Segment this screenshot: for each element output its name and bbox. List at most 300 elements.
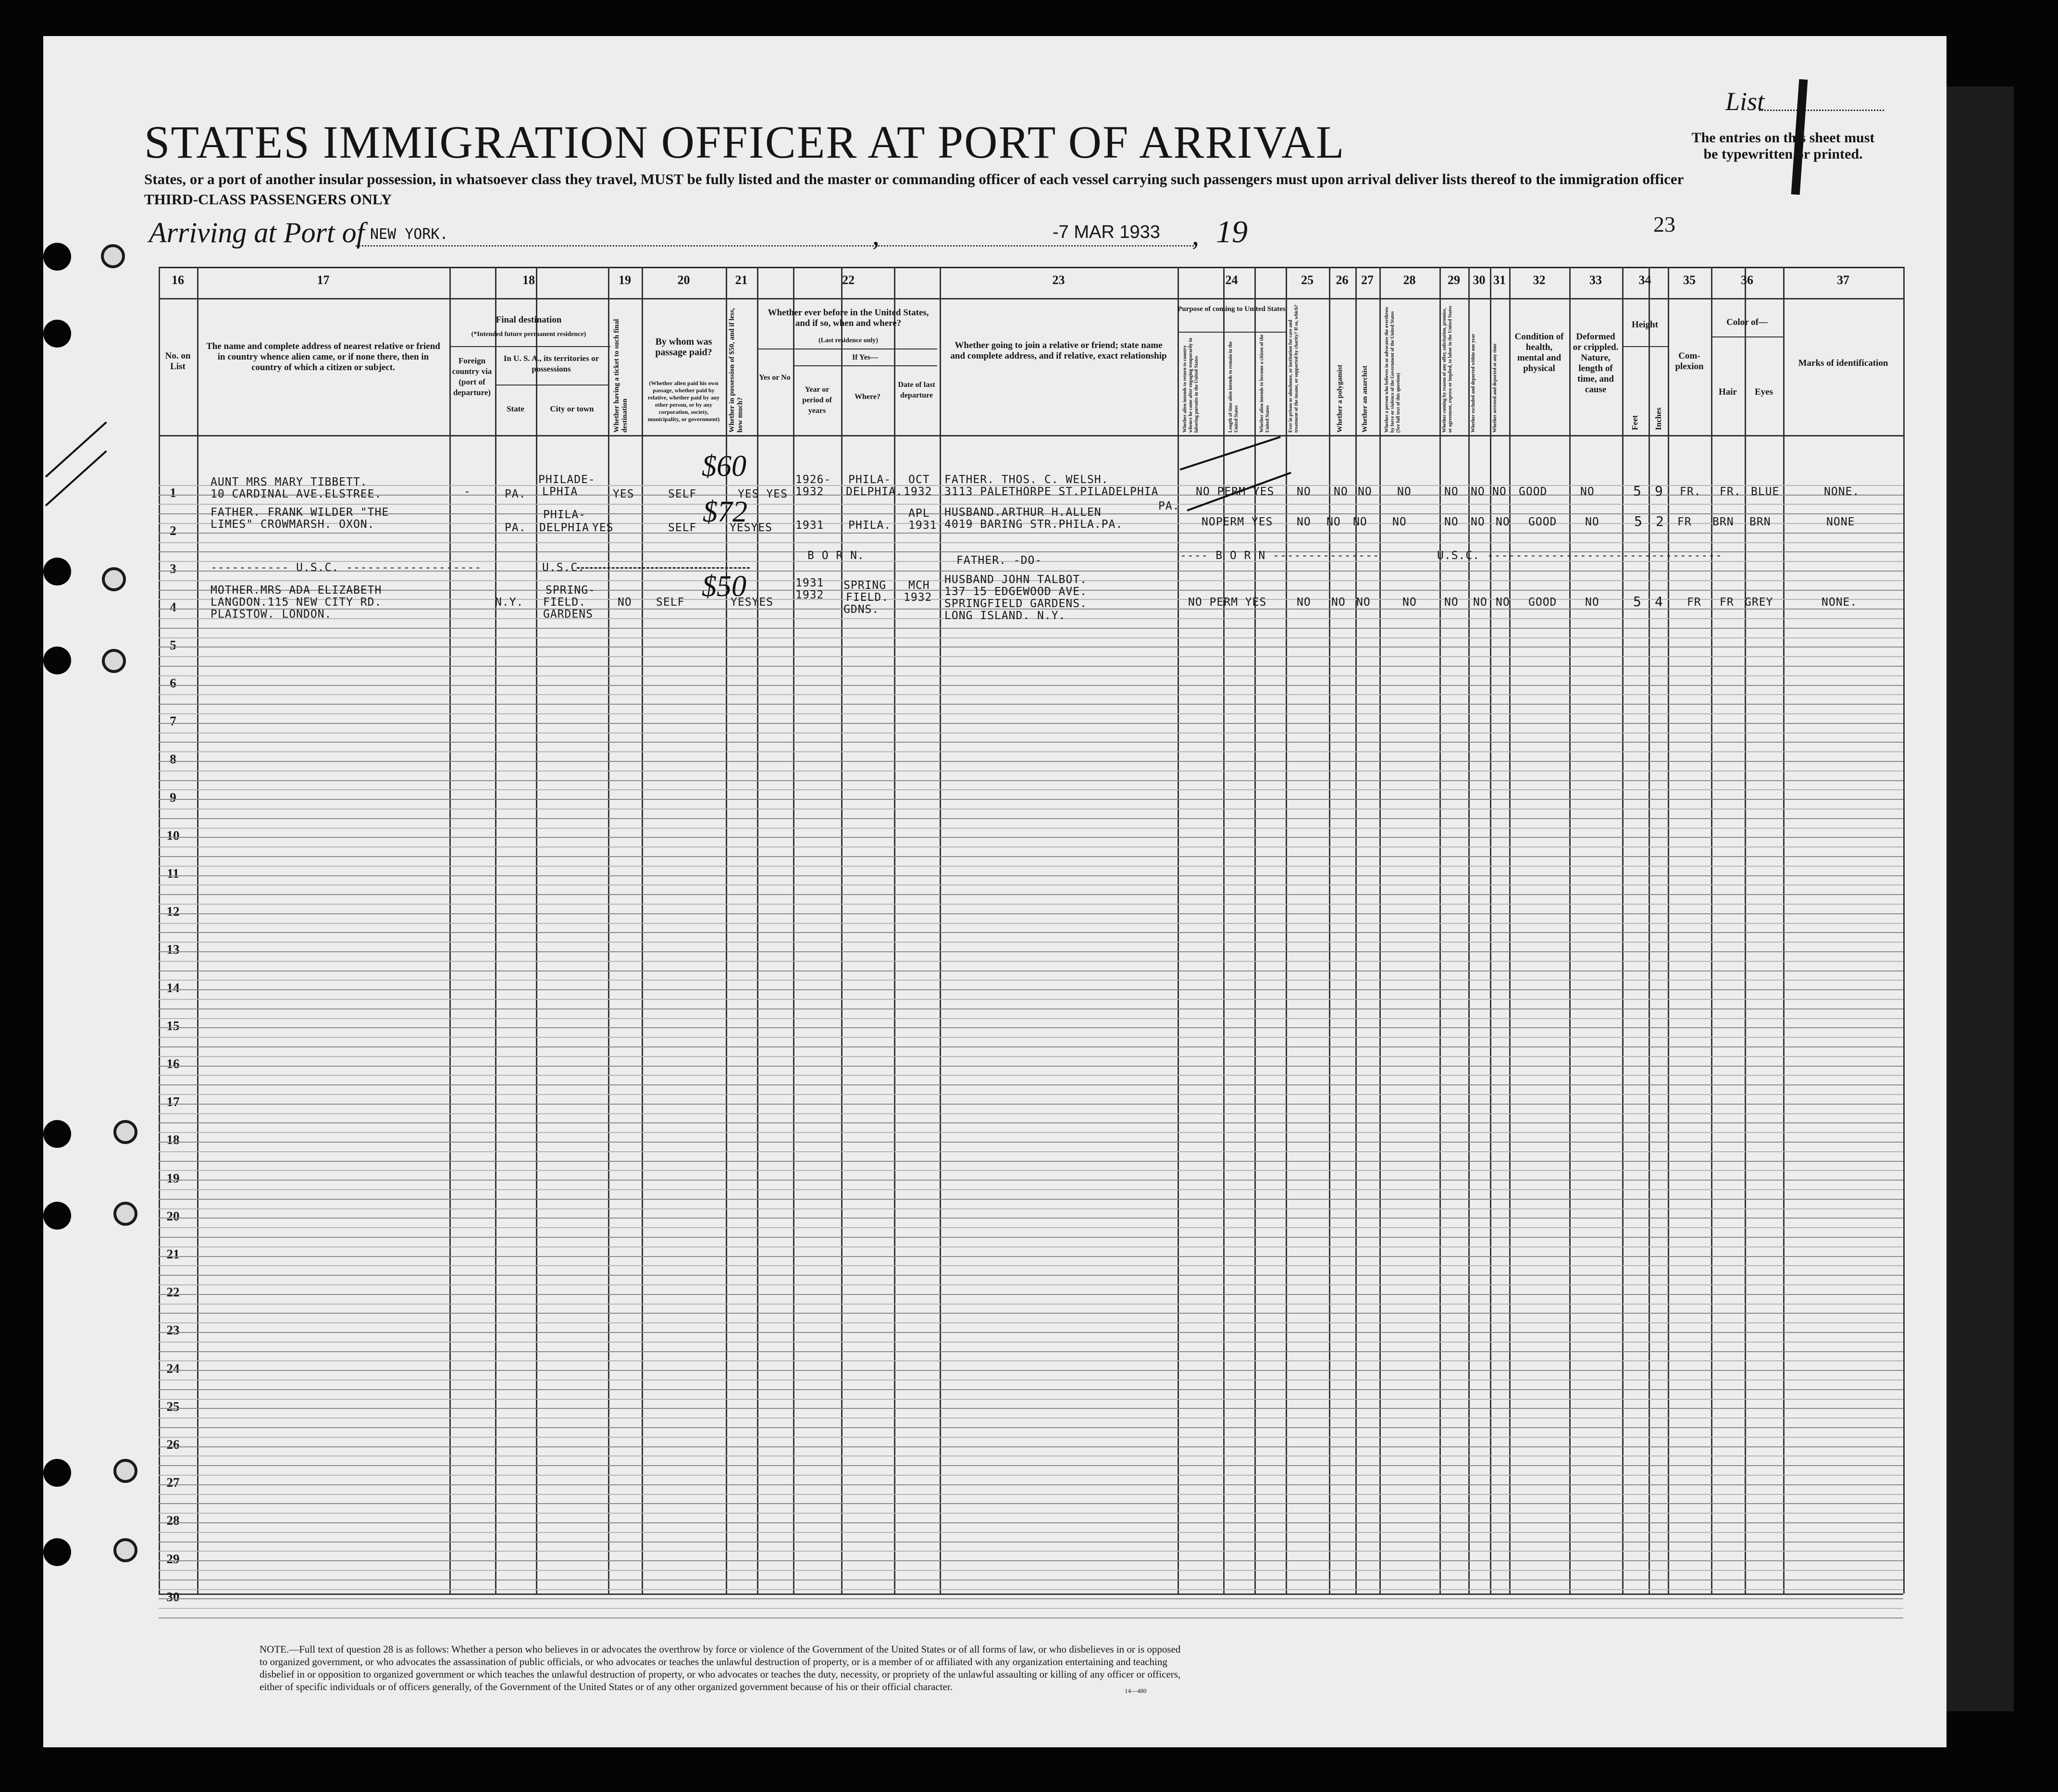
- row-number: 10: [166, 828, 180, 843]
- row-rule: [159, 1322, 1903, 1323]
- col-line: [1439, 267, 1441, 1593]
- col-line: [793, 267, 794, 1593]
- r2-year: 1931: [795, 519, 824, 532]
- row-rule: [159, 780, 1903, 781]
- r4-paid-by: SELF: [656, 596, 685, 609]
- row-rule: [159, 1551, 1903, 1552]
- r4-eyes: GREY: [1745, 596, 1773, 609]
- r4-complexion: FR: [1687, 596, 1701, 609]
- r4-deformed: NO: [1585, 596, 1599, 609]
- row-number: 16: [166, 1057, 180, 1071]
- row-rule: [159, 1294, 1903, 1295]
- row-rule: [159, 1418, 1903, 1419]
- header-where: Where?: [855, 393, 880, 401]
- header-health: Condition of health, mental and physical: [1514, 332, 1564, 373]
- col-line: [1668, 267, 1669, 1593]
- adjacent-page-edge: [1946, 87, 2014, 1711]
- col-line: [1490, 267, 1491, 1593]
- row-rule: [159, 1151, 1903, 1152]
- row-rule: [159, 875, 1903, 876]
- header-purpose-length: Length of time alien intends to remain in the United States: [1228, 341, 1239, 433]
- subheader-rule: [1711, 336, 1783, 337]
- port-value: NEW YORK.: [370, 226, 448, 243]
- row-rule: [159, 884, 1903, 885]
- row-rule: [159, 771, 1903, 772]
- r2-paid-by: SELF: [668, 522, 697, 534]
- row-rule: [159, 694, 1903, 695]
- row-rule: [159, 1589, 1903, 1590]
- row-rule: [159, 1113, 1903, 1114]
- colnum-36: 36: [1741, 273, 1753, 287]
- r1-paid-by: SELF: [668, 488, 697, 500]
- row-number: 3: [170, 561, 176, 576]
- r1-marks: NONE.: [1824, 485, 1860, 498]
- row-rule: [159, 1122, 1903, 1123]
- header-prison: Ever in prison or almshouse, or institution for care and treatment of the insane, or supported by charity? If so, which?: [1288, 304, 1299, 433]
- row-rule: [159, 1199, 1903, 1200]
- row-rule: [159, 1027, 1903, 1028]
- row-number: 20: [166, 1208, 180, 1223]
- r2-before-yes: YESYES: [730, 522, 773, 534]
- binder-hole: [43, 1202, 71, 1230]
- subheader-rule: [1178, 332, 1286, 333]
- r4-joining-line2: 137 15 EDGEWOOD AVE.: [944, 585, 1087, 598]
- header-joining: Whether going to join a relative or friend; state name and complete address, and if relative, exact relationship: [950, 340, 1167, 361]
- header-year-period: Year or period of years: [802, 386, 832, 415]
- header-purpose-return: Whether alien intends to return to country whence he came after engaging temporarily in laboring pursuits in the United States: [1182, 338, 1199, 433]
- col-line: [1711, 267, 1712, 1593]
- binder-hole: [43, 1538, 71, 1566]
- r2-joining-line2: 4019 BARING STR.PHILA.PA.: [944, 518, 1123, 531]
- row-rule: [159, 1275, 1903, 1276]
- header-passage-note: (Whether alien paid his own passage, whether paid by relative, whether paid by any other person, or by any corporation, society, municipality, or government): [647, 380, 720, 423]
- row-rule: [159, 1256, 1903, 1257]
- colnum-31: 31: [1493, 273, 1506, 287]
- row-rule: [159, 1370, 1903, 1371]
- col-line: [894, 267, 895, 1593]
- colnum-24: 24: [1225, 273, 1238, 287]
- row-number: 13: [166, 942, 180, 957]
- r4-before-yes: YESYES: [731, 596, 774, 609]
- row-number: 21: [166, 1247, 180, 1261]
- row-rule: [159, 1304, 1903, 1305]
- r1-inches: 9: [1655, 483, 1663, 499]
- col-line: [1355, 267, 1357, 1593]
- col-line: [1903, 267, 1905, 1593]
- row-rule: [159, 1380, 1903, 1381]
- row-rule: [159, 951, 1903, 952]
- entries-note-line-1: The entries on this sheet must: [1691, 130, 1875, 146]
- r1-ticket: YES: [613, 488, 634, 500]
- r2-state: PA.: [505, 522, 526, 534]
- r1-departure-line2: 1932: [904, 485, 932, 498]
- r4-col27: NO: [1356, 596, 1371, 609]
- colnum-27: 27: [1361, 273, 1374, 287]
- col-line: [608, 267, 609, 1593]
- row-rule: [159, 1437, 1903, 1438]
- list-line: [1759, 110, 1884, 111]
- row-rule: [159, 866, 1903, 867]
- r1-city-line1: PHILADE-: [538, 473, 595, 486]
- subheader-rule: [793, 365, 937, 366]
- col-line: [1783, 267, 1785, 1593]
- date-stamp: -7 MAR 1933: [1053, 222, 1160, 242]
- r4-col26: NO: [1331, 596, 1346, 609]
- row-number: 7: [170, 714, 176, 729]
- r2-ticket: YES: [592, 522, 614, 534]
- colnum-20: 20: [677, 273, 690, 287]
- r4-relative-line1: MOTHER.MRS ADA ELIZABETH: [211, 584, 382, 597]
- header-foreign-country: Foreign country via (port of departure): [452, 356, 492, 397]
- r1-relative-line1: AUNT MRS MARY TIBBETT.: [211, 476, 368, 488]
- r2-joining-line1: HUSBAND.ARTHUR H.ALLEN: [944, 506, 1102, 519]
- r4-joining-line1: HUSBAND JOHN TALBOT.: [944, 573, 1087, 586]
- row-rule: [159, 1494, 1903, 1495]
- subheader-rule: [1622, 346, 1668, 347]
- binder-hole: [43, 243, 71, 271]
- row-number: 2: [170, 523, 176, 538]
- row-rule: [159, 1237, 1903, 1238]
- row-rule: [159, 1227, 1903, 1228]
- header-relative-home: The name and complete address of nearest relative or friend in country whence alien came, or if none there, then in country of which a citizen or subject.: [206, 341, 440, 373]
- row-number: 15: [166, 1018, 180, 1033]
- row-rule: [159, 713, 1903, 714]
- entries-note-line-2: be typewritten or printed.: [1703, 146, 1863, 162]
- col-line: [1569, 267, 1571, 1593]
- r4-joining-line3: SPRINGFIELD GARDENS.: [944, 597, 1087, 610]
- subheader-rule: [449, 346, 610, 347]
- row-number: 30: [166, 1589, 180, 1604]
- r4-departure-line1: MCH: [908, 579, 930, 592]
- arriving-label: Arriving at Port of: [149, 217, 365, 249]
- footer-note: NOTE.—Full text of question 28 is as follows: Whether a person who believes in or advocates the overthrow by force or violence of the Government of the United States or of all forms of law, or who disbelieves in or is opposed to organized government, or who advocates the assassination of public officials, or who advocates or teaches the unlawful destruction of property, or is a member of or affiliated with any organization entertaining and teaching disbelief in or opposition to organized government or which teaches the unlawful destruction of property, or who advocates or teaches the duty, necessity, or propriety of the unlawful assaulting or killing of any officer or officers, either of specific individuals or of officers generally, of the Government of the United States or of any other organized government because of his or their official character.: [260, 1643, 1181, 1692]
- r1-year-line2: 1932: [795, 485, 824, 498]
- header-labor-offer: Whether coming by reason of any offer, solicitation, promise, or agreement, express or implied, to labor in the United States: [1442, 305, 1453, 433]
- r1-joining-line2: 3113 PALETHORPE ST.PILADELPHIA: [944, 485, 1159, 498]
- row-rule: [159, 1570, 1903, 1571]
- binder-ring: [113, 1120, 137, 1144]
- colnum-35: 35: [1683, 273, 1696, 287]
- r1-hair: FR.: [1720, 485, 1741, 498]
- r4-inches: 4: [1655, 594, 1663, 610]
- row-rule: [159, 1598, 1903, 1599]
- subheader-rule: [495, 385, 608, 386]
- header-purpose-citizen: Whether alien intends to become a citizen of the United States: [1259, 334, 1270, 433]
- binder-ring: [101, 244, 125, 268]
- row-rule: [159, 1408, 1903, 1409]
- r2-departure-line1: APL: [908, 507, 930, 520]
- row-rule: [159, 1046, 1903, 1047]
- r1-departure-line1: OCT: [908, 473, 930, 486]
- row-rule: [159, 1161, 1903, 1162]
- r3-usc-city: U.S.C.: [542, 561, 585, 574]
- row-rule: [159, 1170, 1903, 1171]
- header-final-destination: Final destination: [496, 315, 562, 325]
- header-bottom-rule: [159, 435, 1903, 436]
- row-rule: [159, 637, 1903, 638]
- header-money: Whether in possession of $50, and if less, how much?: [728, 308, 744, 433]
- binder-ring: [113, 1202, 137, 1226]
- row-rule: [159, 1360, 1903, 1361]
- row-rule: [159, 1142, 1903, 1143]
- col-line: [495, 267, 496, 1593]
- row-number: 11: [167, 866, 179, 881]
- row-rule: [159, 685, 1903, 686]
- col-line: [159, 267, 160, 1593]
- col-line: [1379, 267, 1381, 1593]
- row-rule: [159, 980, 1903, 981]
- row-rule: [159, 1284, 1903, 1285]
- row-number: 18: [166, 1132, 180, 1147]
- colnum-37: 37: [1837, 273, 1849, 287]
- colnum-29: 29: [1448, 273, 1460, 287]
- row-rule: [159, 1094, 1903, 1095]
- row-rule: [159, 733, 1903, 734]
- binder-ring: [102, 567, 126, 591]
- r1-feet: 5: [1633, 483, 1642, 499]
- binder-hole: [43, 1459, 71, 1487]
- col-line: [642, 267, 643, 1593]
- row-rule: [159, 533, 1903, 534]
- row-rule: [159, 1389, 1903, 1390]
- r4-relative-line2: LANGDON.115 NEW CITY RD.: [211, 596, 382, 609]
- row-rule: [159, 846, 1903, 847]
- row-rule: [159, 1037, 1903, 1038]
- row-rule: [159, 923, 1903, 924]
- header-height: Height: [1632, 320, 1658, 330]
- header-if-yes: If Yes—: [852, 353, 879, 361]
- r4-col30: NO: [1473, 596, 1488, 609]
- row-rule: [159, 1008, 1903, 1009]
- r1-eyes: BLUE: [1751, 485, 1780, 498]
- r4-col28: NO: [1402, 596, 1417, 609]
- r4-year-line1: 1931: [795, 577, 824, 589]
- r2-city-line2: DELPHIA: [539, 522, 589, 534]
- row-rule: [159, 666, 1903, 667]
- col-line: [1649, 267, 1650, 1593]
- r2-relative-line1: FATHER. FRANK WILDER "THE: [211, 506, 389, 519]
- r4-marks: NONE.: [1822, 596, 1858, 609]
- r1-deformed: NO: [1580, 485, 1595, 498]
- list-label: List: [1725, 87, 1765, 116]
- form-number: 14—480: [1125, 1687, 1147, 1694]
- header-complexion: Com-plexion: [1675, 351, 1704, 372]
- row-number: 4: [170, 599, 176, 614]
- r1-year-line1: 1926-: [795, 473, 831, 486]
- row-rule: [159, 999, 1903, 1000]
- row-rule: [159, 1018, 1903, 1019]
- row-rule: [159, 751, 1903, 752]
- row-number: 1: [170, 485, 176, 500]
- header-color-of: Color of—: [1726, 317, 1768, 327]
- r4-joining-line4: LONG ISLAND. N.Y.: [944, 610, 1066, 622]
- r4-where-line1: SPRING: [843, 579, 887, 592]
- col-line: [1622, 267, 1624, 1593]
- binder-hole: [43, 558, 71, 585]
- col-line: [1254, 267, 1256, 1593]
- row-rule: [159, 1503, 1903, 1504]
- colnum-17: 17: [317, 273, 330, 287]
- binder-hole: [43, 1120, 71, 1148]
- r1-complexion: FR.: [1680, 485, 1701, 498]
- r3-born-purpose: ---- B O R N ---------------: [1180, 549, 1380, 562]
- row-rule: [159, 1208, 1903, 1209]
- r2-relative-line2: LIMES" CROWMARSH. OXON.: [211, 518, 375, 531]
- r1-col27: NO: [1358, 485, 1372, 498]
- r1-col30: NO: [1471, 485, 1485, 498]
- row-rule: [159, 1399, 1903, 1400]
- col-line: [940, 267, 941, 1593]
- r2-complexion: FR: [1677, 516, 1692, 528]
- r4-city-line1: SPRING-: [545, 584, 595, 597]
- row-rule: [159, 1532, 1903, 1533]
- row-rule: [159, 504, 1903, 505]
- row-number: 25: [166, 1399, 180, 1414]
- row-rule: [159, 675, 1903, 676]
- manifest-table: [159, 267, 1903, 1595]
- r4-col29: NO: [1444, 596, 1459, 609]
- r4-departure-line2: 1932: [904, 591, 932, 604]
- r1-joining-line1: FATHER. THOS. C. WELSH.: [944, 473, 1109, 486]
- r1-relative-line2: 10 CARDINAL AVE.ELSTREE.: [211, 488, 382, 500]
- page-title: STATES IMMIGRATION OFFICER AT PORT OF ARRIVAL: [144, 116, 1345, 168]
- header-last-residence: (Last residence only): [818, 337, 879, 344]
- row-rule: [159, 1075, 1903, 1076]
- r1-state: PA.: [505, 488, 526, 500]
- row-rule: [159, 837, 1903, 838]
- col-line: [1329, 267, 1330, 1593]
- colnum-25: 25: [1301, 273, 1314, 287]
- r1-col31: NO: [1492, 485, 1507, 498]
- row-rule: [159, 1265, 1903, 1266]
- r4-where-line3: GDNS.: [843, 603, 880, 616]
- header-deformed: Deformed or crippled. Nature, length of time, and cause: [1573, 332, 1619, 395]
- binder-ring: [113, 1538, 137, 1562]
- row-rule: [159, 989, 1903, 990]
- row-rule: [159, 828, 1903, 829]
- header-overthrow: Whether a person who believes in or advocates the overthrow by force or violence of the Government of the United States (See full text of this question): [1384, 307, 1401, 433]
- r1-where-line2: DELPHIA.: [846, 485, 903, 498]
- col-line: [1745, 267, 1746, 1593]
- arriving-line: [356, 245, 1197, 247]
- r4-relative-line3: PLAISTOW. LONDON.: [211, 608, 332, 621]
- row-rule: [159, 789, 1903, 790]
- r1-before-yes: YES YES: [738, 488, 788, 500]
- r2-deformed: NO: [1585, 516, 1599, 528]
- row-rule: [159, 1342, 1903, 1343]
- r2-money: $72: [703, 496, 747, 528]
- class-note: THIRD-CLASS PASSENGERS ONLY: [144, 191, 392, 208]
- r2-col31: NO: [1496, 516, 1510, 528]
- row-rule: [159, 542, 1903, 543]
- col-line: [449, 267, 451, 1593]
- row-rule: [159, 723, 1903, 724]
- row-number: 19: [166, 1170, 180, 1185]
- colnum-32: 32: [1533, 273, 1546, 287]
- col-line: [197, 267, 198, 1593]
- r1-purpose: NO PERM YES: [1196, 485, 1275, 498]
- row-number: 9: [170, 790, 176, 805]
- header-marks: Marks of identification: [1798, 358, 1888, 368]
- r3-usc-line: ----------- U.S.C. -------------------: [211, 561, 482, 574]
- row-rule: [159, 1104, 1903, 1105]
- r2-inches: 2: [1656, 513, 1664, 529]
- binder-hole: [43, 320, 71, 348]
- row-number: 29: [166, 1551, 180, 1566]
- header-state: State: [507, 404, 524, 413]
- row-number: 6: [170, 676, 176, 690]
- row-rule: [159, 1446, 1903, 1447]
- row-number: 17: [166, 1095, 180, 1109]
- row-rule: [159, 1132, 1903, 1133]
- r2-city-line1: PHILA-: [543, 509, 586, 521]
- row-rule: [159, 656, 1903, 657]
- row-rule: [159, 1246, 1903, 1247]
- r2-eyes: BRN: [1749, 516, 1771, 528]
- header-eyes: Eyes: [1755, 387, 1773, 397]
- header-yes-no: Yes or No: [759, 373, 791, 382]
- r1-city-line2: LPHIA: [542, 485, 578, 498]
- header-hair: Hair: [1719, 387, 1737, 397]
- row-rule: [159, 1332, 1903, 1333]
- header-date-departure: Date of last departure: [898, 381, 935, 399]
- r4-ticket: NO: [618, 596, 632, 609]
- r2-health: GOOD: [1528, 516, 1557, 528]
- colnum-26: 26: [1336, 273, 1349, 287]
- r1-where-line1: PHILA-: [848, 473, 892, 486]
- header-arrested: Whether arrested and deported at any time: [1492, 343, 1498, 433]
- row-number: 26: [166, 1437, 180, 1452]
- row-rule: [159, 1180, 1903, 1181]
- sheet-number: 23: [1653, 212, 1675, 236]
- row-rule: [159, 1513, 1903, 1514]
- row-rule: [159, 942, 1903, 943]
- colnum-19: 19: [619, 273, 631, 287]
- row-rule: [159, 1542, 1903, 1543]
- colnum-23: 23: [1052, 273, 1065, 287]
- r1-col25: NO: [1297, 485, 1311, 498]
- row-rule: [159, 1189, 1903, 1190]
- row-number: 23: [166, 1323, 180, 1338]
- r3-father: FATHER. -DO-: [956, 554, 1042, 567]
- r2-feet: 5: [1634, 513, 1643, 529]
- row-rule: [159, 704, 1903, 705]
- table-bottom-rule: [159, 1593, 1903, 1595]
- row-rule: [159, 1066, 1903, 1067]
- r1-foreign-country: -: [464, 485, 471, 498]
- r4-col31: NO: [1496, 596, 1510, 609]
- r4-where-line2: FIELD.: [846, 591, 889, 604]
- row-rule: [159, 1475, 1903, 1476]
- header-passage-paid: By whom was passage paid?: [655, 336, 712, 358]
- col-line: [841, 267, 843, 1593]
- header-inches: Inches: [1654, 407, 1663, 430]
- r4-state: N.Y.: [495, 596, 524, 609]
- row-rule: [159, 1427, 1903, 1428]
- year-prefix: 19: [1216, 214, 1248, 249]
- colnum-16: 16: [172, 273, 184, 287]
- r3-dash-line: [577, 567, 750, 569]
- r1-col28: NO: [1397, 485, 1412, 498]
- colnum-34: 34: [1638, 273, 1651, 287]
- header-city: City or town: [550, 404, 594, 413]
- colnum-21: 21: [735, 273, 748, 287]
- r4-city-line2: FIELD.: [543, 596, 586, 609]
- row-number: 22: [166, 1285, 180, 1300]
- comma: ,: [872, 219, 880, 251]
- row-rule: [159, 1560, 1903, 1561]
- header-anarchist: Whether an anarchist: [1361, 365, 1369, 433]
